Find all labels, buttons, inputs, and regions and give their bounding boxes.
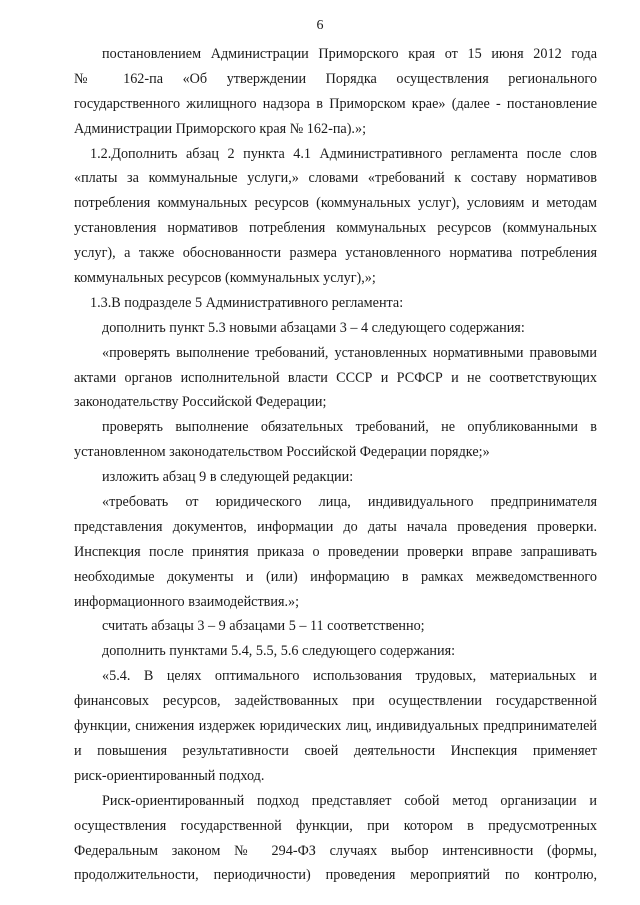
text-line: № 162-па «Об утверждении Порядка осуществления регионального (74, 70, 597, 87)
text-line: риск-ориентированный подход. (74, 767, 265, 784)
text-line: Инспекция после принятия приказа о проведении проверки вправе запрашивать (74, 543, 597, 560)
text-line: Риск-ориентированный подход представляет собой метод организации и (102, 792, 597, 809)
text-line: и повышения результативности своей деятельности Инспекция применяет (74, 742, 597, 759)
text-line: «требовать от юридического лица, индивидуального предпринимателя (102, 494, 597, 511)
text-line: необходимые документы и (или) информацию в рамках межведомственного (74, 568, 597, 585)
text-line: Администрации Приморского края № 162-па).»; (74, 120, 367, 137)
text-line: Федеральным законом № 294-ФЗ случаях выбор интенсивности (формы, (74, 842, 597, 859)
text-line: постановлением Администрации Приморского края от 15 июня 2012 года (102, 46, 597, 62)
text-line: информационного взаимодействия.»; (74, 593, 300, 610)
text-line: 1.2.Дополнить абзац 2 пункта 4.1 Административного регламента после слов (90, 145, 597, 162)
text-line: актами органов исполнительной власти СССР и РСФСР и не соответствующих (74, 369, 597, 386)
text-line: дополнить пункт 5.3 новыми абзацами 3 – 4 следующего содержания: (102, 319, 525, 336)
text-line: «проверять выполнение требований, установленных нормативными правовыми (102, 344, 597, 361)
text-line: 1.3.В подразделе 5 Административного регламента: (90, 294, 404, 311)
text-line: проверять выполнение обязательных требований, не опубликованными в (102, 419, 597, 436)
text-line: считать абзацы 3 – 9 абзацами 5 – 11 соответственно; (102, 618, 425, 635)
text-line: потребления коммунальных ресурсов (коммунальных услуг), условиям и методам (74, 195, 597, 212)
text-line: представления документов, информации до даты начала проведения проверки. (74, 518, 597, 535)
text-line: услуг), а также обоснованности размера установленного норматива потребления (74, 245, 597, 262)
text-line: установления нормативов потребления коммунальных ресурсов (коммунальных (74, 220, 597, 237)
text-line: установленном законодательством Российской Федерации порядке;» (74, 444, 490, 461)
text-line: функции, снижения издержек юридических лиц, индивидуальных предпринимателей (74, 718, 597, 735)
text-line: государственного жилищного надзора в Приморском крае» (далее - постановление (74, 95, 597, 112)
text-line: дополнить пунктами 5.4, 5.5, 5.6 следующего содержания: (102, 643, 456, 660)
text-line: «платы за коммунальные услуги,» словами «требований к составу нормативов (74, 170, 597, 187)
text-line: финансовых ресурсов, задействованных при осуществлении государственной (74, 693, 597, 710)
text-line: осуществления государственной функции, при котором в предусмотренных (74, 817, 597, 834)
text-line: законодательству Российской Федерации; (74, 394, 327, 411)
document-body (74, 42, 597, 888)
text-line: «5.4. В целях оптимального использования трудовых, материальных и (102, 668, 597, 685)
text-line: изложить абзац 9 в следующей редакции: (102, 469, 354, 486)
text-line: продолжительности, периодичности) проведения мероприятий по контролю, (74, 867, 597, 884)
page-number: 6 (316, 18, 324, 33)
text-line: коммунальных ресурсов (коммунальных услуг),»; (74, 270, 376, 287)
